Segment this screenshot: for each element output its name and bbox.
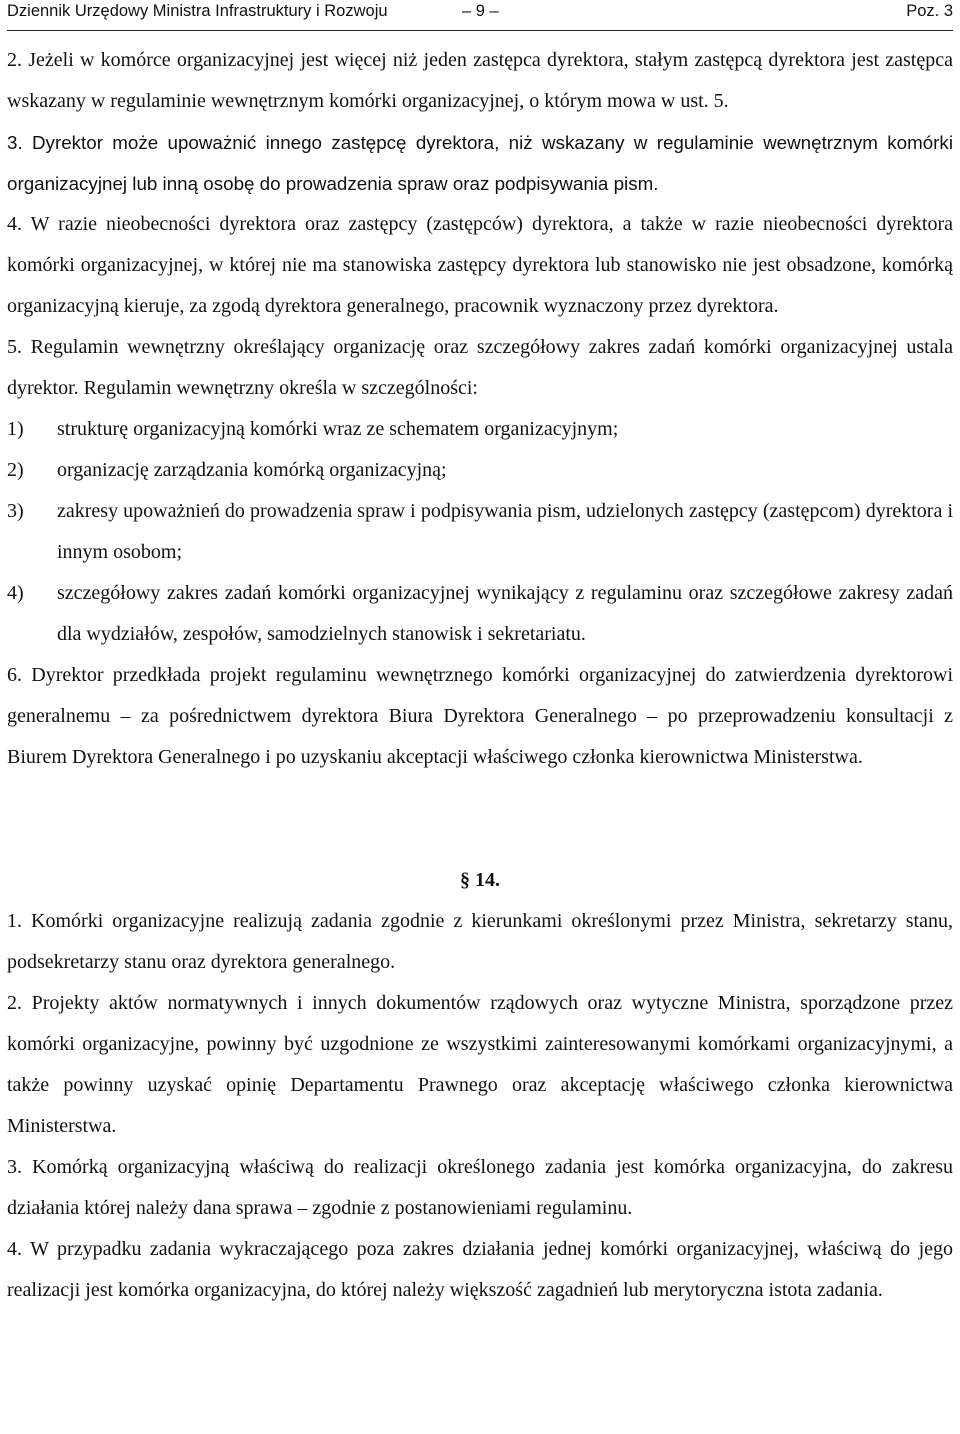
paragraph-4: 4. W razie nieobecności dyrektora oraz zastępcy (zastępców) dyrektora, a także w razie nieobecności dyrektora komórki organizacyjnej, w której nie ma stanowiska zastępcy dyrektora lub stanowisko nie jest obsadzone, komórką organizacyjną kieruje, za zgodą dyrektora generalnego, pracownik wyznaczony przez dyrektora. <box>7 213 953 317</box>
list-item-number: 1) <box>7 418 24 440</box>
list-item-number: 3) <box>7 500 24 522</box>
page-number: – 9 – <box>462 2 499 20</box>
list-item <box>7 573 953 655</box>
paragraph-6: 6. Dyrektor przedkłada projekt regulaminu wewnętrznego komórki organizacyjnej do zatwierdzenia dyrektorowi generalnemu – za pośrednictwem dyrektora Biura Dyrektora Generalnego – po przeprowadzeniu konsultacji z Biurem Dyrektora Generalnego i po uzyskaniu akceptacji właściwego członka kierownictwa Ministerstwa. <box>7 664 953 768</box>
paragraph-5-part-a: 5. Regulamin wewnętrzny określający organizację oraz szczegółowy zakres zadań komórki organizacyjnej ustala dyrektor. <box>7 336 953 399</box>
paragraph-2: 2. Jeżeli w komórce organizacyjnej jest więcej niż jeden zastępca dyrektora, stałym zastępcą dyrektora jest zastępca wskazany w regulaminie wewnętrznym komórki organizacyjnej, o którym mowa w ust. 5. <box>7 49 953 112</box>
list-item-number: 2) <box>7 459 24 481</box>
section-14-paragraph-1: 1. Komórki organizacyjne realizują zadania zgodnie z kierunkami określonymi przez Ministra, sekretarzy stanu, podsekretarzy stanu oraz dyrektora generalnego. <box>7 910 953 973</box>
list-item-text: szczegółowy zakres zadań komórki organizacyjnej wynikający z regulaminu oraz szczegółowe zakresy zadań dla wydziałów, zespołów, samodzielnych stanowisk i sekretariatu. <box>57 582 953 645</box>
document-body <box>7 40 953 1311</box>
section-14-paragraph-2: 2. Projekty aktów normatywnych i innych dokumentów rządowych oraz wytyczne Ministra, sporządzone przez komórki organizacyjne, powinny być uzgodnione ze wszystkimi zainteresowanymi komórkami organizacyjnymi, a także powinny uzyskać opinię Departamentu Prawnego oraz akceptację właściwego członka kierownictwa Ministerstwa. <box>7 992 953 1137</box>
paragraph-5 <box>7 327 953 409</box>
section-spacer <box>7 778 953 860</box>
list-item <box>7 491 953 573</box>
page-header <box>7 0 953 31</box>
section-heading: § 14. <box>460 869 500 891</box>
paragraph-5-part-b: Regulamin wewnętrzny określa w szczególności: <box>78 377 478 399</box>
journal-title: Dziennik Urzędowy Ministra Infrastruktury i Rozwoju <box>7 2 388 20</box>
list-item <box>7 409 953 450</box>
position-number: Poz. 3 <box>906 2 953 20</box>
list-item <box>7 450 953 491</box>
list-item-text: zakresy upoważnień do prowadzenia spraw i podpisywania pism, udzielonych zastępcy (zastępcom) dyrektora i innym osobom; <box>57 500 953 563</box>
list-item-text: organizację zarządzania komórką organizacyjną; <box>57 459 447 481</box>
section-14-paragraph-3: 3. Komórką organizacyjną właściwą do realizacji określonego zadania jest komórka organizacyjna, do zakresu działania której należy dana sprawa – zgodnie z postanowieniami regulaminu. <box>7 1156 953 1219</box>
section-14-paragraph-4: 4. W przypadku zadania wykraczającego poza zakres działania jednej komórki organizacyjnej, właściwą do jego realizacji jest komórka organizacyjna, do której należy większość zagadnień lub merytoryczna istota zadania. <box>7 1238 953 1301</box>
list-item-text: strukturę organizacyjną komórki wraz ze schematem organizacyjnym; <box>57 418 619 440</box>
list-item-number: 4) <box>7 582 24 604</box>
paragraph-3: 3. Dyrektor może upoważnić innego zastępcę dyrektora, niż wskazany w regulaminie wewnętrznym komórki organizacyjnej lub inną osobę do prowadzenia spraw oraz podpisywania pism. <box>7 132 953 194</box>
